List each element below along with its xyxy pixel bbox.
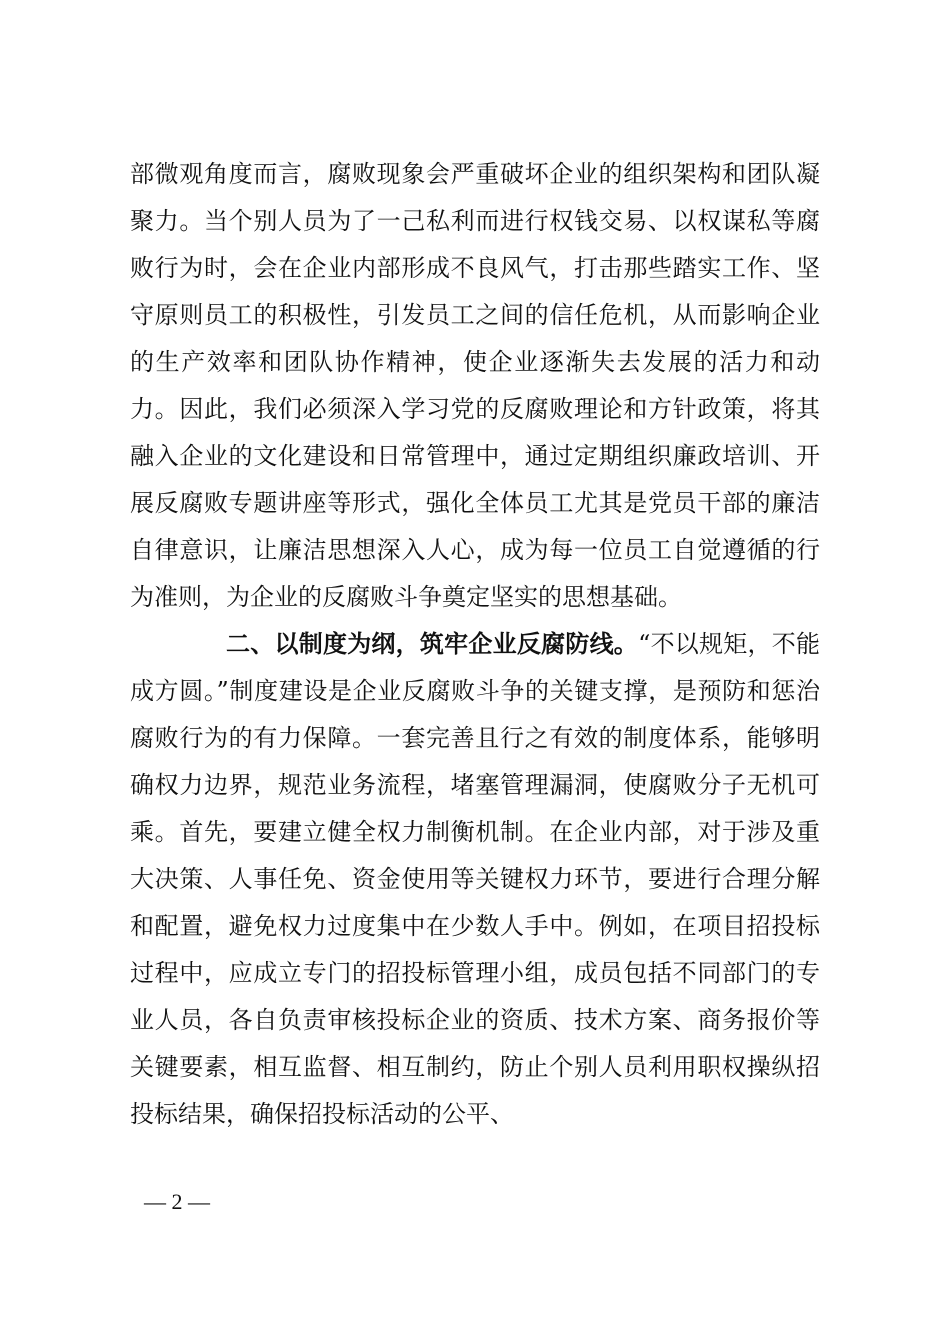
section-2-body: “不以规矩，不能成方圆。”制度建设是企业反腐败斗争的关键支撑，是预防和惩治腐败行为的有力保障。一套完善且行之有效的制度体系，能够明确权力边界，规范业务流程，堵塞管理漏洞，使腐败分子无机可乘。首先，要建立健全权力制衡机制。在企业内部，对于涉及重大决策、人事任免、资金使用等关键权力环节，要进行合理分解和配置，避免权力过度集中在少数人手中。例如，在项目招投标过程中，应成立专门的招投标管理小组，成员包括不同部门的专业人员，各自负责审核投标企业的资质、技术方案、商务报价等关键要素，相互监督、相互制约，防止个别人员利用职权操纵招投标结果，确保招投标活动的公平、 bbox=[130, 630, 820, 1128]
paragraph-continuation: 部微观角度而言，腐败现象会严重破坏企业的组织架构和团队凝聚力。当个别人员为了一己私利而进行权钱交易、以权谋私等腐败行为时，会在企业内部形成不良风气，打击那些踏实工作、坚守原则员工的积极性，引发员工之间的信任危机，从而影响企业的生产效率和团队协作精神，使企业逐渐失去发展的活力和动力。因此，我们必须深入学习党的反腐败理论和方针政策，将其融入企业的文化建设和日常管理中，通过定期组织廉政培训、开展反腐败专题讲座等形式，强化全体员工尤其是党员干部的廉洁自律意识，让廉洁思想深入人心，成为每一位员工自觉遵循的行为准则，为企业的反腐败斗争奠定坚实的思想基础。 bbox=[130, 160, 820, 611]
section-2-paragraph bbox=[130, 621, 820, 1138]
section-2-heading: 二、以制度为纲，筑牢企业反腐防线。 bbox=[226, 630, 639, 658]
page-number: — 2 — bbox=[144, 1189, 210, 1214]
document-body bbox=[130, 151, 820, 1138]
